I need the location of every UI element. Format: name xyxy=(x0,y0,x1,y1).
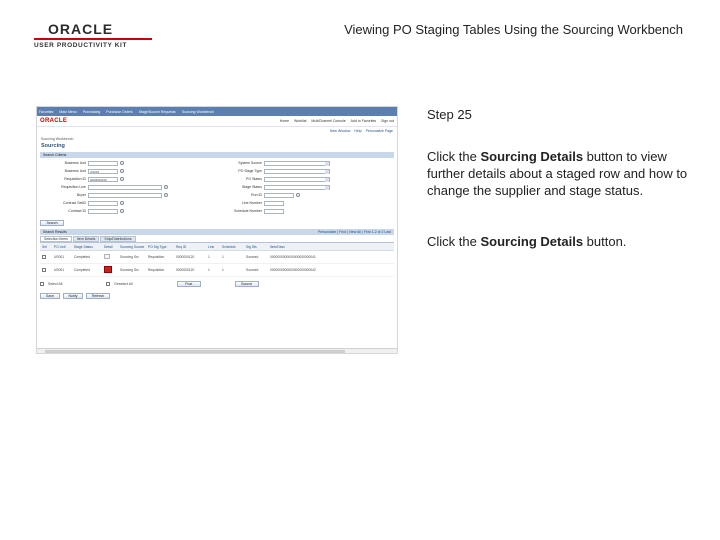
criteria-row xyxy=(216,160,330,166)
topnav-item[interactable]: Favorites xyxy=(39,109,54,114)
slide-title: Viewing PO Staging Tables Using the Sourcing Workbench xyxy=(344,22,683,37)
mini-oracle-logo: ORACLE xyxy=(40,118,68,124)
lookup-icon[interactable] xyxy=(164,185,168,189)
criteria-row xyxy=(40,176,124,182)
horizontal-scrollbar[interactable] xyxy=(37,348,397,353)
criteria-row xyxy=(216,168,330,174)
header-link[interactable]: Add to Favorites xyxy=(350,119,377,123)
criteria-input[interactable] xyxy=(88,193,162,198)
grid-actions xyxy=(40,281,394,287)
header-links xyxy=(280,119,394,123)
refresh-button[interactable]: Refresh xyxy=(86,293,110,299)
source-button[interactable]: Source xyxy=(235,281,259,287)
new-window-link[interactable]: New Window xyxy=(329,129,351,133)
results-grid xyxy=(40,242,394,277)
oracle-upk-logo xyxy=(34,22,154,50)
criteria-label: Run ID xyxy=(251,193,262,197)
schedule-cell: 1 xyxy=(222,255,224,259)
instruction-suffix: button to view further details about a staged row and how to change the supplier and stage status. xyxy=(427,149,688,198)
tab-selection-items[interactable]: Selection Items xyxy=(40,236,72,242)
search-criteria-header[interactable]: Search Criteria xyxy=(40,152,394,158)
criteria-input[interactable] xyxy=(88,161,118,166)
criteria-input[interactable]: US001 xyxy=(88,169,118,174)
criteria-row xyxy=(216,176,330,182)
item-cell: 0000000000000000000000041 xyxy=(270,255,316,259)
criteria-label: PO Status xyxy=(246,177,262,181)
criteria-select[interactable] xyxy=(264,185,330,190)
lookup-icon[interactable] xyxy=(120,209,124,213)
select-all-checkbox[interactable] xyxy=(40,282,44,286)
action-suffix: button. xyxy=(583,234,627,249)
lookup-icon[interactable] xyxy=(120,177,124,181)
top-navigation xyxy=(37,107,397,116)
help-link[interactable]: Help xyxy=(354,129,362,133)
stg-status-cell: Sourced xyxy=(246,268,259,272)
sourcing-details-icon[interactable] xyxy=(104,254,110,259)
criteria-input[interactable] xyxy=(88,209,118,214)
criteria-row xyxy=(216,184,330,190)
scrollbar-thumb[interactable] xyxy=(45,350,345,353)
row-select-cell xyxy=(40,255,52,260)
page-links xyxy=(37,127,397,135)
step-instruction xyxy=(427,148,707,199)
criteria-input[interactable] xyxy=(264,209,284,214)
criteria-input[interactable] xyxy=(88,201,118,206)
criteria-input[interactable]: 0000000120 xyxy=(88,177,118,182)
req-cell: 0000000120 xyxy=(176,255,195,259)
lookup-icon[interactable] xyxy=(164,193,168,197)
header-link[interactable]: MultiChannel Console xyxy=(311,119,346,123)
type-cell: Requisition xyxy=(148,255,165,259)
step-action xyxy=(427,233,707,250)
criteria-row xyxy=(40,200,124,206)
bu-cell: US001 xyxy=(54,268,65,272)
criteria-label: Requisition ID xyxy=(64,177,86,181)
row-checkbox[interactable] xyxy=(42,268,46,272)
select-all-label: Select All xyxy=(48,282,63,286)
brand-bar xyxy=(37,116,397,127)
breadcrumb: Sourcing Workbench xyxy=(41,137,74,141)
criteria-label: Requisition Line xyxy=(61,185,86,189)
table-row xyxy=(40,251,394,264)
header-link[interactable]: Sign out xyxy=(381,119,394,123)
criteria-row xyxy=(216,192,300,198)
tab-ship-distributions[interactable]: Ship/Distributions xyxy=(100,236,135,242)
criteria-select[interactable] xyxy=(264,169,330,174)
detail-cell xyxy=(102,266,118,274)
column-header: PO Unit xyxy=(54,244,66,249)
topnav-item[interactable]: Stage/Source Requests xyxy=(138,109,176,114)
criteria-label: Schedule Number xyxy=(233,209,262,213)
criteria-input[interactable] xyxy=(264,201,284,206)
header-link[interactable]: Home xyxy=(279,119,290,123)
personalize-link[interactable]: Personalize Page xyxy=(365,129,393,133)
results-title: Search Results xyxy=(43,230,67,234)
criteria-label: Buyer xyxy=(76,193,86,197)
search-results-header xyxy=(40,229,394,235)
source-cell: Sourcing Src xyxy=(120,255,139,259)
deselect-all-label: Deselect All xyxy=(114,282,133,286)
topnav-item[interactable]: Main Menu xyxy=(59,109,77,114)
grid-header xyxy=(40,243,394,251)
criteria-label: PO Stage Type xyxy=(238,169,262,173)
save-button[interactable]: Save xyxy=(40,293,60,299)
item-cell: 0000000000000000000000042 xyxy=(270,268,316,272)
post-button[interactable]: Post xyxy=(177,281,201,287)
lookup-icon[interactable] xyxy=(296,193,300,197)
stage-status-cell: Completed xyxy=(74,255,90,259)
search-button-row xyxy=(40,220,394,226)
logo-tagline: USER PRODUCTIVITY KIT xyxy=(34,42,128,49)
criteria-input[interactable] xyxy=(88,185,162,190)
notify-button[interactable]: Notify xyxy=(63,293,83,299)
criteria-row xyxy=(216,208,284,214)
criteria-label: Business Unit xyxy=(64,161,86,165)
criteria-label: Contract ID xyxy=(68,209,86,213)
source-cell: Sourcing Src xyxy=(120,268,139,272)
topnav-item[interactable]: Purchase Orders xyxy=(106,109,133,114)
column-header: Req ID xyxy=(176,244,187,249)
search-criteria-panel xyxy=(40,158,394,218)
criteria-row xyxy=(40,160,124,166)
criteria-label: Line Number xyxy=(241,201,262,205)
criteria-row xyxy=(40,208,124,214)
page-title: Sourcing xyxy=(41,143,65,149)
lookup-icon[interactable] xyxy=(120,169,124,173)
criteria-row xyxy=(216,200,284,206)
line-cell: 1 xyxy=(208,255,210,259)
results-navigation[interactable]: Personalize | Find | View All | First 1-2 of 2 Last xyxy=(317,230,391,234)
criteria-label: Stage Status xyxy=(241,185,262,189)
action-prefix: Click the xyxy=(427,234,481,249)
step-label: Step 25 xyxy=(427,107,472,122)
row-select-cell xyxy=(40,268,52,273)
schedule-cell: 1 xyxy=(222,268,224,272)
logo-oracle-text: ORACLE xyxy=(48,21,114,37)
topnav-item[interactable]: Purchasing xyxy=(82,109,101,114)
column-header: Sel xyxy=(42,244,47,249)
column-header: Schedule xyxy=(222,244,236,249)
tab-item-details[interactable]: Item Details xyxy=(73,236,99,242)
column-header: Item/Desc xyxy=(270,244,285,249)
lookup-icon[interactable] xyxy=(120,161,124,165)
req-cell: 0000000120 xyxy=(176,268,195,272)
column-header: Detail xyxy=(104,244,113,249)
instruction-prefix: Click the xyxy=(427,149,481,164)
criteria-row xyxy=(40,192,168,198)
criteria-input[interactable] xyxy=(264,193,294,198)
stage-status-cell: Completed xyxy=(74,268,90,272)
action-bold: Sourcing Details xyxy=(480,234,584,249)
table-row xyxy=(40,264,394,277)
criteria-row xyxy=(40,184,168,190)
criteria-select[interactable] xyxy=(264,161,330,166)
line-cell: 1 xyxy=(208,268,210,272)
application-screenshot xyxy=(36,106,398,354)
header-link[interactable]: Worklist xyxy=(294,119,307,123)
criteria-row xyxy=(40,168,124,174)
type-cell: Requisition xyxy=(148,268,165,272)
sourcing-details-button[interactable] xyxy=(104,266,112,273)
criteria-label: System Source xyxy=(238,161,262,165)
instruction-bold: Sourcing Details xyxy=(480,149,584,164)
column-header: Line xyxy=(208,244,215,249)
bu-cell: US001 xyxy=(54,255,65,259)
column-header: PO Stg Type xyxy=(148,244,167,249)
column-header: Stg Sts xyxy=(246,244,257,249)
lookup-icon[interactable] xyxy=(120,201,124,205)
topnav-item[interactable]: Sourcing Workbench xyxy=(181,109,215,114)
detail-cell xyxy=(102,254,118,260)
deselect-all-checkbox[interactable] xyxy=(106,282,110,286)
logo-rule xyxy=(34,38,152,40)
row-checkbox[interactable] xyxy=(42,255,46,259)
criteria-label: Contract SetID xyxy=(63,201,86,205)
column-header: Stage Status xyxy=(74,244,93,249)
page-buttons xyxy=(40,293,394,299)
criteria-select[interactable] xyxy=(264,177,330,182)
search-button[interactable]: Search xyxy=(40,220,64,226)
stg-status-cell: Sourced xyxy=(246,255,259,259)
column-header: Sourcing Source xyxy=(120,244,145,249)
criteria-label: Business Unit xyxy=(64,169,86,173)
